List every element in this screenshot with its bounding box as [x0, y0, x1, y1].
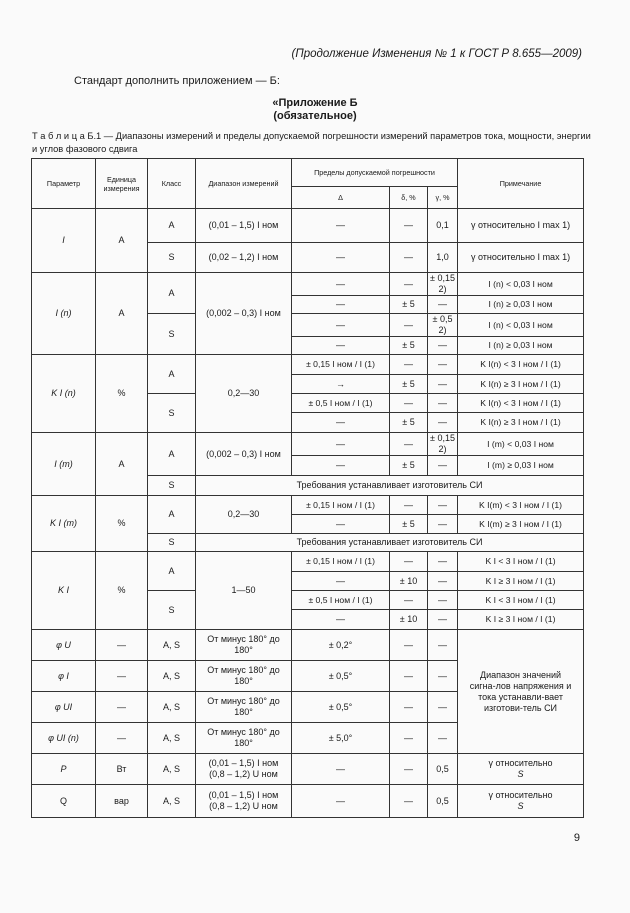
note-P-line1: γ относительно	[488, 758, 553, 768]
range-phi-I: От минус 180° до 180°	[196, 661, 292, 692]
unit-Im: А	[96, 433, 148, 496]
manufacturer-req-Im: Требования устанавливает изготовитель СИ	[196, 476, 584, 496]
param-Q: Q	[32, 785, 96, 818]
dash: —	[428, 661, 458, 692]
dash: —	[428, 355, 458, 375]
range-Q-line2: (0,8 – 1,2) U ном	[209, 801, 278, 811]
note-KIn-2: K I(n) ≥ 3 I ном / I (1)	[458, 375, 584, 394]
unit-phi-I: —	[96, 661, 148, 692]
range-phi-U: От минус 180° до 180°	[196, 630, 292, 661]
dash: —	[428, 515, 458, 534]
dash: —	[428, 552, 458, 572]
range-KI: 1—50	[196, 552, 292, 630]
gamma-In-1: ± 0,15 2)	[428, 273, 458, 296]
dash: —	[390, 314, 428, 337]
dash: —	[428, 591, 458, 610]
note-I-s: γ относительно I max 1)	[458, 243, 584, 273]
delta-KIm-2: ± 5	[390, 515, 428, 534]
accuracy-table	[31, 158, 584, 818]
dash: —	[390, 591, 428, 610]
param-KIn: K I (n)	[32, 355, 96, 433]
range-P-line1: (0,01 – 1,5) I ном	[208, 758, 279, 768]
class-s: S	[148, 394, 196, 433]
class-a: A	[148, 552, 196, 591]
class-s: S	[148, 476, 196, 496]
note-In-2: I (n) ≥ 0,03 I ном	[458, 296, 584, 314]
note-KIn-1: K I(n) < 3 I ном / I (1)	[458, 355, 584, 375]
class-a: A	[148, 433, 196, 476]
running-header: (Продолжение Изменения № 1 к ГОСТ Р 8.655—2009)	[291, 48, 582, 60]
note-In-4: I (n) ≥ 0,03 I ном	[458, 337, 584, 355]
table-caption: Т а б л и ц а Б.1 — Диапазоны измерений и пределы допускаемой погрешности измерений параметров тока, мощности, энергии и углов фазового сдвига	[32, 131, 591, 154]
param-Im: I (m)	[32, 433, 96, 496]
note-P-line2: S	[517, 769, 524, 779]
range-KIm: 0,2—30	[196, 496, 292, 534]
intro-text: Стандарт дополнить приложением — Б:	[74, 75, 280, 87]
dash: —	[390, 785, 428, 818]
dash: —	[292, 273, 390, 296]
dash: —	[292, 337, 390, 355]
dash: —	[292, 610, 390, 630]
appendix-title: «Приложение Б	[272, 97, 358, 109]
dash: —	[292, 785, 390, 818]
dash: —	[428, 496, 458, 515]
dash: —	[292, 433, 390, 456]
col-class: Класс	[148, 159, 196, 209]
note-In-3: I (n) < 0,03 I ном	[458, 314, 584, 337]
page-number: 9	[573, 832, 580, 844]
class-P: A, S	[148, 754, 196, 785]
gamma-Im-1: ± 0,15 2)	[428, 433, 458, 456]
dash: —	[428, 630, 458, 661]
dash: —	[390, 355, 428, 375]
Delta-KI-1: ± 0,15 I ном / I (1)	[292, 552, 390, 572]
note-P	[458, 754, 584, 785]
delta-In-2: ± 5	[390, 296, 428, 314]
class-a: A	[148, 355, 196, 394]
range-P	[196, 754, 292, 785]
manufacturer-req-KIm: Требования устанавливает изготовитель СИ	[196, 534, 584, 552]
range-P-line2: (0,8 – 1,2) U ном	[209, 769, 278, 779]
dash: —	[390, 692, 428, 723]
unit-KI: %	[96, 552, 148, 630]
range-Q-line1: (0,01 – 1,5) I ном	[208, 790, 279, 800]
col-parameter: Параметр	[32, 159, 96, 209]
param-phi-UIn: φ UI (n)	[32, 723, 96, 754]
note-Im-2: I (m) ≥ 0,03 I ном	[458, 456, 584, 476]
dash: —	[428, 692, 458, 723]
class-s: S	[148, 314, 196, 355]
dash: —	[390, 273, 428, 296]
Delta-KIm-1: ± 0,15 I ном / I (1)	[292, 496, 390, 515]
dash: —	[390, 433, 428, 456]
class-a: A	[148, 273, 196, 314]
dash: —	[292, 243, 390, 273]
gamma-Q: 0,5	[428, 785, 458, 818]
delta-KIn-4: ± 5	[390, 413, 428, 433]
delta-KIn-2: ± 5	[390, 375, 428, 394]
note-KIn-4: K I(n) ≥ 3 I ном / I (1)	[458, 413, 584, 433]
param-phi-I: φ I	[32, 661, 96, 692]
class-a: A	[148, 496, 196, 534]
Delta-KIn-3: ± 0,5 I ном / I (1)	[292, 394, 390, 413]
unit-KIn: %	[96, 355, 148, 433]
dash: —	[390, 630, 428, 661]
appendix-subtitle: (обязательное)	[273, 110, 357, 122]
note-Q	[458, 785, 584, 818]
dash: —	[390, 243, 428, 273]
dash: —	[292, 515, 390, 534]
range-phi-UIn: От минус 180° до 180°	[196, 723, 292, 754]
param-In: I (n)	[32, 273, 96, 355]
dash: —	[390, 661, 428, 692]
note-Q-line1: γ относительно	[488, 790, 553, 800]
dash: —	[292, 209, 390, 243]
dash: —	[390, 723, 428, 754]
gamma-In-3: ± 0,5 2)	[428, 314, 458, 337]
dash: —	[292, 754, 390, 785]
col-range: Диапазон измерений	[196, 159, 292, 209]
class-phi-UI: A, S	[148, 692, 196, 723]
note-Im-1: I (m) < 0,03 I ном	[458, 433, 584, 456]
dash: —	[390, 552, 428, 572]
note-KI-1: K I < 3 I ном / I (1)	[458, 552, 584, 572]
dash: —	[428, 394, 458, 413]
dash: —	[428, 572, 458, 591]
dash: —	[428, 413, 458, 433]
col-delta-pct: δ, %	[390, 187, 428, 209]
class-s: S	[148, 534, 196, 552]
Delta-KIn-2: →	[292, 375, 390, 394]
gamma-P: 0,5	[428, 754, 458, 785]
gamma-I-s: 1,0	[428, 243, 458, 273]
unit-phi-UIn: —	[96, 723, 148, 754]
range-In: (0,002 – 0,3) I ном	[196, 273, 292, 355]
class-s: S	[148, 243, 196, 273]
dash: —	[428, 723, 458, 754]
unit-I: А	[96, 209, 148, 273]
delta-Im-2: ± 5	[390, 456, 428, 476]
Delta-phi-U: ± 0,2°	[292, 630, 390, 661]
dash: —	[428, 610, 458, 630]
dash: —	[428, 375, 458, 394]
class-phi-U: A, S	[148, 630, 196, 661]
delta-KI-2: ± 10	[390, 572, 428, 591]
dash: —	[292, 314, 390, 337]
dash: —	[292, 413, 390, 433]
dash: —	[390, 496, 428, 515]
param-phi-U: φ U	[32, 630, 96, 661]
unit-P: Вт	[96, 754, 148, 785]
unit-Q: вар	[96, 785, 148, 818]
dash: —	[428, 456, 458, 476]
note-Q-line2: S	[517, 801, 524, 811]
note-In-1: I (n) < 0,03 I ном	[458, 273, 584, 296]
unit-KIm: %	[96, 496, 148, 552]
col-unit: Единица измерения	[96, 159, 148, 209]
range-KIn: 0,2—30	[196, 355, 292, 433]
class-phi-UIn: A, S	[148, 723, 196, 754]
dash: —	[428, 296, 458, 314]
note-KI-4: K I ≥ 3 I ном / I (1)	[458, 610, 584, 630]
range-I-s: (0,02 – 1,2) I ном	[196, 243, 292, 273]
dash: —	[292, 572, 390, 591]
class-phi-I: A, S	[148, 661, 196, 692]
param-I: I	[32, 209, 96, 273]
param-KI: K I	[32, 552, 96, 630]
note-I-a: γ относительно I max 1)	[458, 209, 584, 243]
dash: —	[390, 394, 428, 413]
dash: —	[292, 296, 390, 314]
note-KIm-2: K I(m) ≥ 3 I ном / I (1)	[458, 515, 584, 534]
unit-phi-UI: —	[96, 692, 148, 723]
Delta-KIn-1: ± 0,15 I ном / I (1)	[292, 355, 390, 375]
range-phi-UI: От минус 180° до 180°	[196, 692, 292, 723]
class-s: S	[148, 591, 196, 630]
note-KI-3: K I < 3 I ном / I (1)	[458, 591, 584, 610]
range-Im: (0,002 – 0,3) I ном	[196, 433, 292, 476]
dash: —	[390, 754, 428, 785]
col-note: Примечание	[458, 159, 584, 209]
Delta-phi-I: ± 0,5°	[292, 661, 390, 692]
Delta-phi-UI: ± 0,5°	[292, 692, 390, 723]
unit-In: А	[96, 273, 148, 355]
note-KIn-3: K I(n) < 3 I ном / I (1)	[458, 394, 584, 413]
note-phi: Диапазон значений сигна-лов напряжения и тока устанавли-вает изготови-тель СИ	[458, 630, 584, 754]
delta-In-4: ± 5	[390, 337, 428, 355]
class-a: A	[148, 209, 196, 243]
gamma-I-a: 0,1	[428, 209, 458, 243]
note-KI-2: K I ≥ 3 I ном / I (1)	[458, 572, 584, 591]
col-gamma-pct: γ, %	[428, 187, 458, 209]
param-P: P	[32, 754, 96, 785]
note-KIm-1: K I(m) < 3 I ном / I (1)	[458, 496, 584, 515]
unit-phi-U: —	[96, 630, 148, 661]
param-phi-UI: φ UI	[32, 692, 96, 723]
param-KIm: K I (m)	[32, 496, 96, 552]
dash: —	[390, 209, 428, 243]
Delta-KI-3: ± 0,5 I ном / I (1)	[292, 591, 390, 610]
range-I-a: (0,01 – 1,5) I ном	[196, 209, 292, 243]
col-delta-abs: Δ	[292, 187, 390, 209]
class-Q: A, S	[148, 785, 196, 818]
range-Q	[196, 785, 292, 818]
Delta-phi-UIn: ± 5,0°	[292, 723, 390, 754]
col-limits: Пределы допускаемой погрешности	[292, 159, 458, 187]
dash: —	[428, 337, 458, 355]
delta-KI-4: ± 10	[390, 610, 428, 630]
dash: —	[292, 456, 390, 476]
